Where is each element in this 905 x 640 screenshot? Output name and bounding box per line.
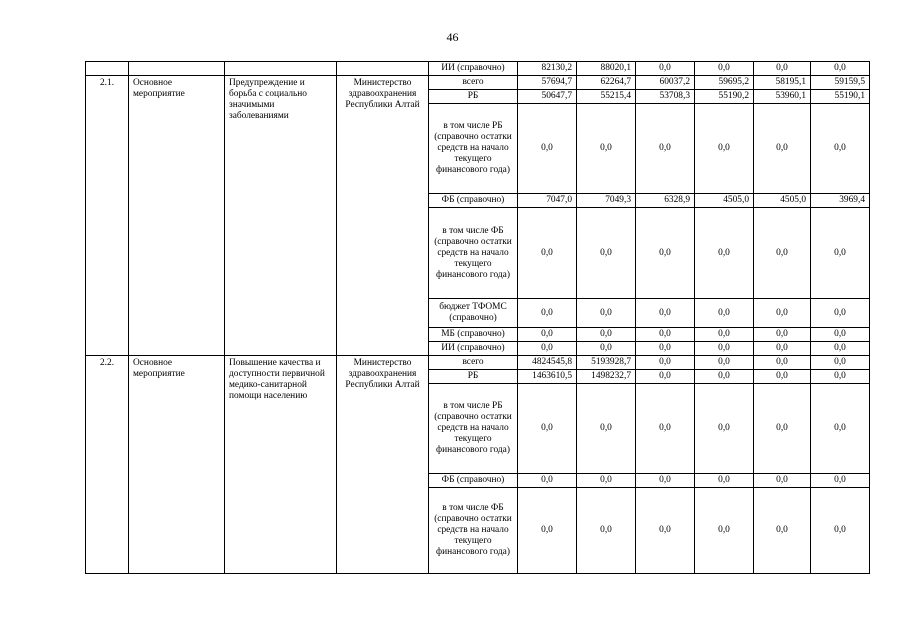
empty-cell <box>86 62 129 76</box>
section-number: 2.2. <box>86 356 129 574</box>
value-cell: 0,0 <box>695 62 754 76</box>
table-row <box>86 62 870 76</box>
value-cell: 55190,1 <box>811 90 870 104</box>
value-cell: 0,0 <box>518 208 577 299</box>
value-cell: 0,0 <box>577 474 636 488</box>
value-cell: 0,0 <box>811 328 870 342</box>
value-cell: 0,0 <box>636 328 695 342</box>
value-cell: 7049,3 <box>577 194 636 208</box>
value-cell: 0,0 <box>754 488 811 574</box>
value-cell: 0,0 <box>695 299 754 328</box>
funding-source: ФБ (справочно) <box>429 194 518 208</box>
value-cell: 0,0 <box>577 208 636 299</box>
value-cell: 59695,2 <box>695 76 754 90</box>
value-cell: 0,0 <box>577 104 636 194</box>
value-cell: 0,0 <box>636 62 695 76</box>
value-cell: 0,0 <box>754 474 811 488</box>
value-cell: 58195,1 <box>754 76 811 90</box>
funding-source: в том числе РБ (справочно остатки средств на начало текущего финансового года) <box>429 104 518 194</box>
value-cell: 0,0 <box>754 208 811 299</box>
value-cell: 4505,0 <box>695 194 754 208</box>
value-cell: 59159,5 <box>811 76 870 90</box>
value-cell: 60037,2 <box>636 76 695 90</box>
value-cell: 0,0 <box>695 474 754 488</box>
value-cell: 0,0 <box>754 299 811 328</box>
budget-table <box>85 61 870 574</box>
value-cell: 0,0 <box>695 488 754 574</box>
value-cell: 0,0 <box>695 370 754 384</box>
value-cell: 0,0 <box>518 342 577 356</box>
value-cell: 0,0 <box>695 104 754 194</box>
value-cell: 0,0 <box>695 328 754 342</box>
value-cell: 0,0 <box>577 299 636 328</box>
value-cell: 0,0 <box>811 356 870 370</box>
funding-source: всего <box>429 356 518 370</box>
value-cell: 0,0 <box>811 488 870 574</box>
executor: Министерство здравоохранения Республики Алтай <box>337 356 429 574</box>
funding-source: в том числе ФБ (справочно остатки средств на начало текущего финансового года) <box>429 208 518 299</box>
value-cell: 4505,0 <box>754 194 811 208</box>
table-row <box>86 76 870 90</box>
value-cell: 0,0 <box>518 104 577 194</box>
value-cell: 1498232,7 <box>577 370 636 384</box>
value-cell: 0,0 <box>577 488 636 574</box>
value-cell: 3969,4 <box>811 194 870 208</box>
value-cell: 82130,2 <box>518 62 577 76</box>
empty-cell <box>225 62 337 76</box>
page-number: 46 <box>446 30 459 44</box>
value-cell: 7047,0 <box>518 194 577 208</box>
value-cell: 0,0 <box>636 384 695 474</box>
value-cell: 0,0 <box>636 370 695 384</box>
funding-source: ФБ (справочно) <box>429 474 518 488</box>
value-cell: 0,0 <box>754 370 811 384</box>
value-cell: 55190,2 <box>695 90 754 104</box>
value-cell: 0,0 <box>754 62 811 76</box>
value-cell: 0,0 <box>518 384 577 474</box>
measure-name: Повышение качества и доступности первичной медико-санитарной помощи населению <box>225 356 337 574</box>
measure-name: Предупреждение и борьба с социально значимыми заболеваниями <box>225 76 337 356</box>
value-cell: 0,0 <box>811 384 870 474</box>
value-cell: 0,0 <box>518 299 577 328</box>
value-cell: 0,0 <box>695 208 754 299</box>
empty-cell <box>337 62 429 76</box>
value-cell: 0,0 <box>811 474 870 488</box>
funding-source: ИИ (справочно) <box>429 342 518 356</box>
funding-source: в том числе РБ (справочно остатки средств на начало текущего финансового года) <box>429 384 518 474</box>
value-cell: 1463610,5 <box>518 370 577 384</box>
value-cell: 0,0 <box>636 488 695 574</box>
value-cell: 5193928,7 <box>577 356 636 370</box>
value-cell: 0,0 <box>811 299 870 328</box>
measure-type: Основное мероприятие <box>129 76 225 356</box>
funding-source: РБ <box>429 90 518 104</box>
value-cell: 0,0 <box>695 356 754 370</box>
measure-type: Основное мероприятие <box>129 356 225 574</box>
value-cell: 50647,7 <box>518 90 577 104</box>
value-cell: 0,0 <box>754 104 811 194</box>
value-cell: 62264,7 <box>577 76 636 90</box>
funding-source: ИИ (справочно) <box>429 62 518 76</box>
value-cell: 6328,9 <box>636 194 695 208</box>
funding-source: в том числе ФБ (справочно остатки средств на начало текущего финансового года) <box>429 488 518 574</box>
funding-source: РБ <box>429 370 518 384</box>
value-cell: 0,0 <box>518 488 577 574</box>
value-cell: 4824545,8 <box>518 356 577 370</box>
value-cell: 88020,1 <box>577 62 636 76</box>
value-cell: 0,0 <box>577 384 636 474</box>
value-cell: 0,0 <box>754 328 811 342</box>
value-cell: 0,0 <box>811 62 870 76</box>
value-cell: 0,0 <box>754 356 811 370</box>
value-cell: 55215,4 <box>577 90 636 104</box>
value-cell: 0,0 <box>636 208 695 299</box>
value-cell: 0,0 <box>811 208 870 299</box>
value-cell: 0,0 <box>636 104 695 194</box>
value-cell: 0,0 <box>636 342 695 356</box>
table-row <box>86 356 870 370</box>
value-cell: 0,0 <box>577 342 636 356</box>
value-cell: 0,0 <box>754 342 811 356</box>
value-cell: 0,0 <box>636 356 695 370</box>
value-cell: 0,0 <box>518 474 577 488</box>
value-cell: 53708,3 <box>636 90 695 104</box>
value-cell: 0,0 <box>636 299 695 328</box>
value-cell: 0,0 <box>811 370 870 384</box>
value-cell: 0,0 <box>695 342 754 356</box>
funding-source: МБ (справочно) <box>429 328 518 342</box>
funding-source: всего <box>429 76 518 90</box>
empty-cell <box>129 62 225 76</box>
value-cell: 0,0 <box>811 342 870 356</box>
value-cell: 0,0 <box>811 104 870 194</box>
value-cell: 0,0 <box>518 328 577 342</box>
value-cell: 0,0 <box>695 384 754 474</box>
value-cell: 0,0 <box>636 474 695 488</box>
executor: Министерство здравоохранения Республики Алтай <box>337 76 429 356</box>
value-cell: 53960,1 <box>754 90 811 104</box>
value-cell: 57694,7 <box>518 76 577 90</box>
funding-source: бюджет ТФОМС (справочно) <box>429 299 518 328</box>
section-number: 2.1. <box>86 76 129 356</box>
value-cell: 0,0 <box>577 328 636 342</box>
value-cell: 0,0 <box>754 384 811 474</box>
